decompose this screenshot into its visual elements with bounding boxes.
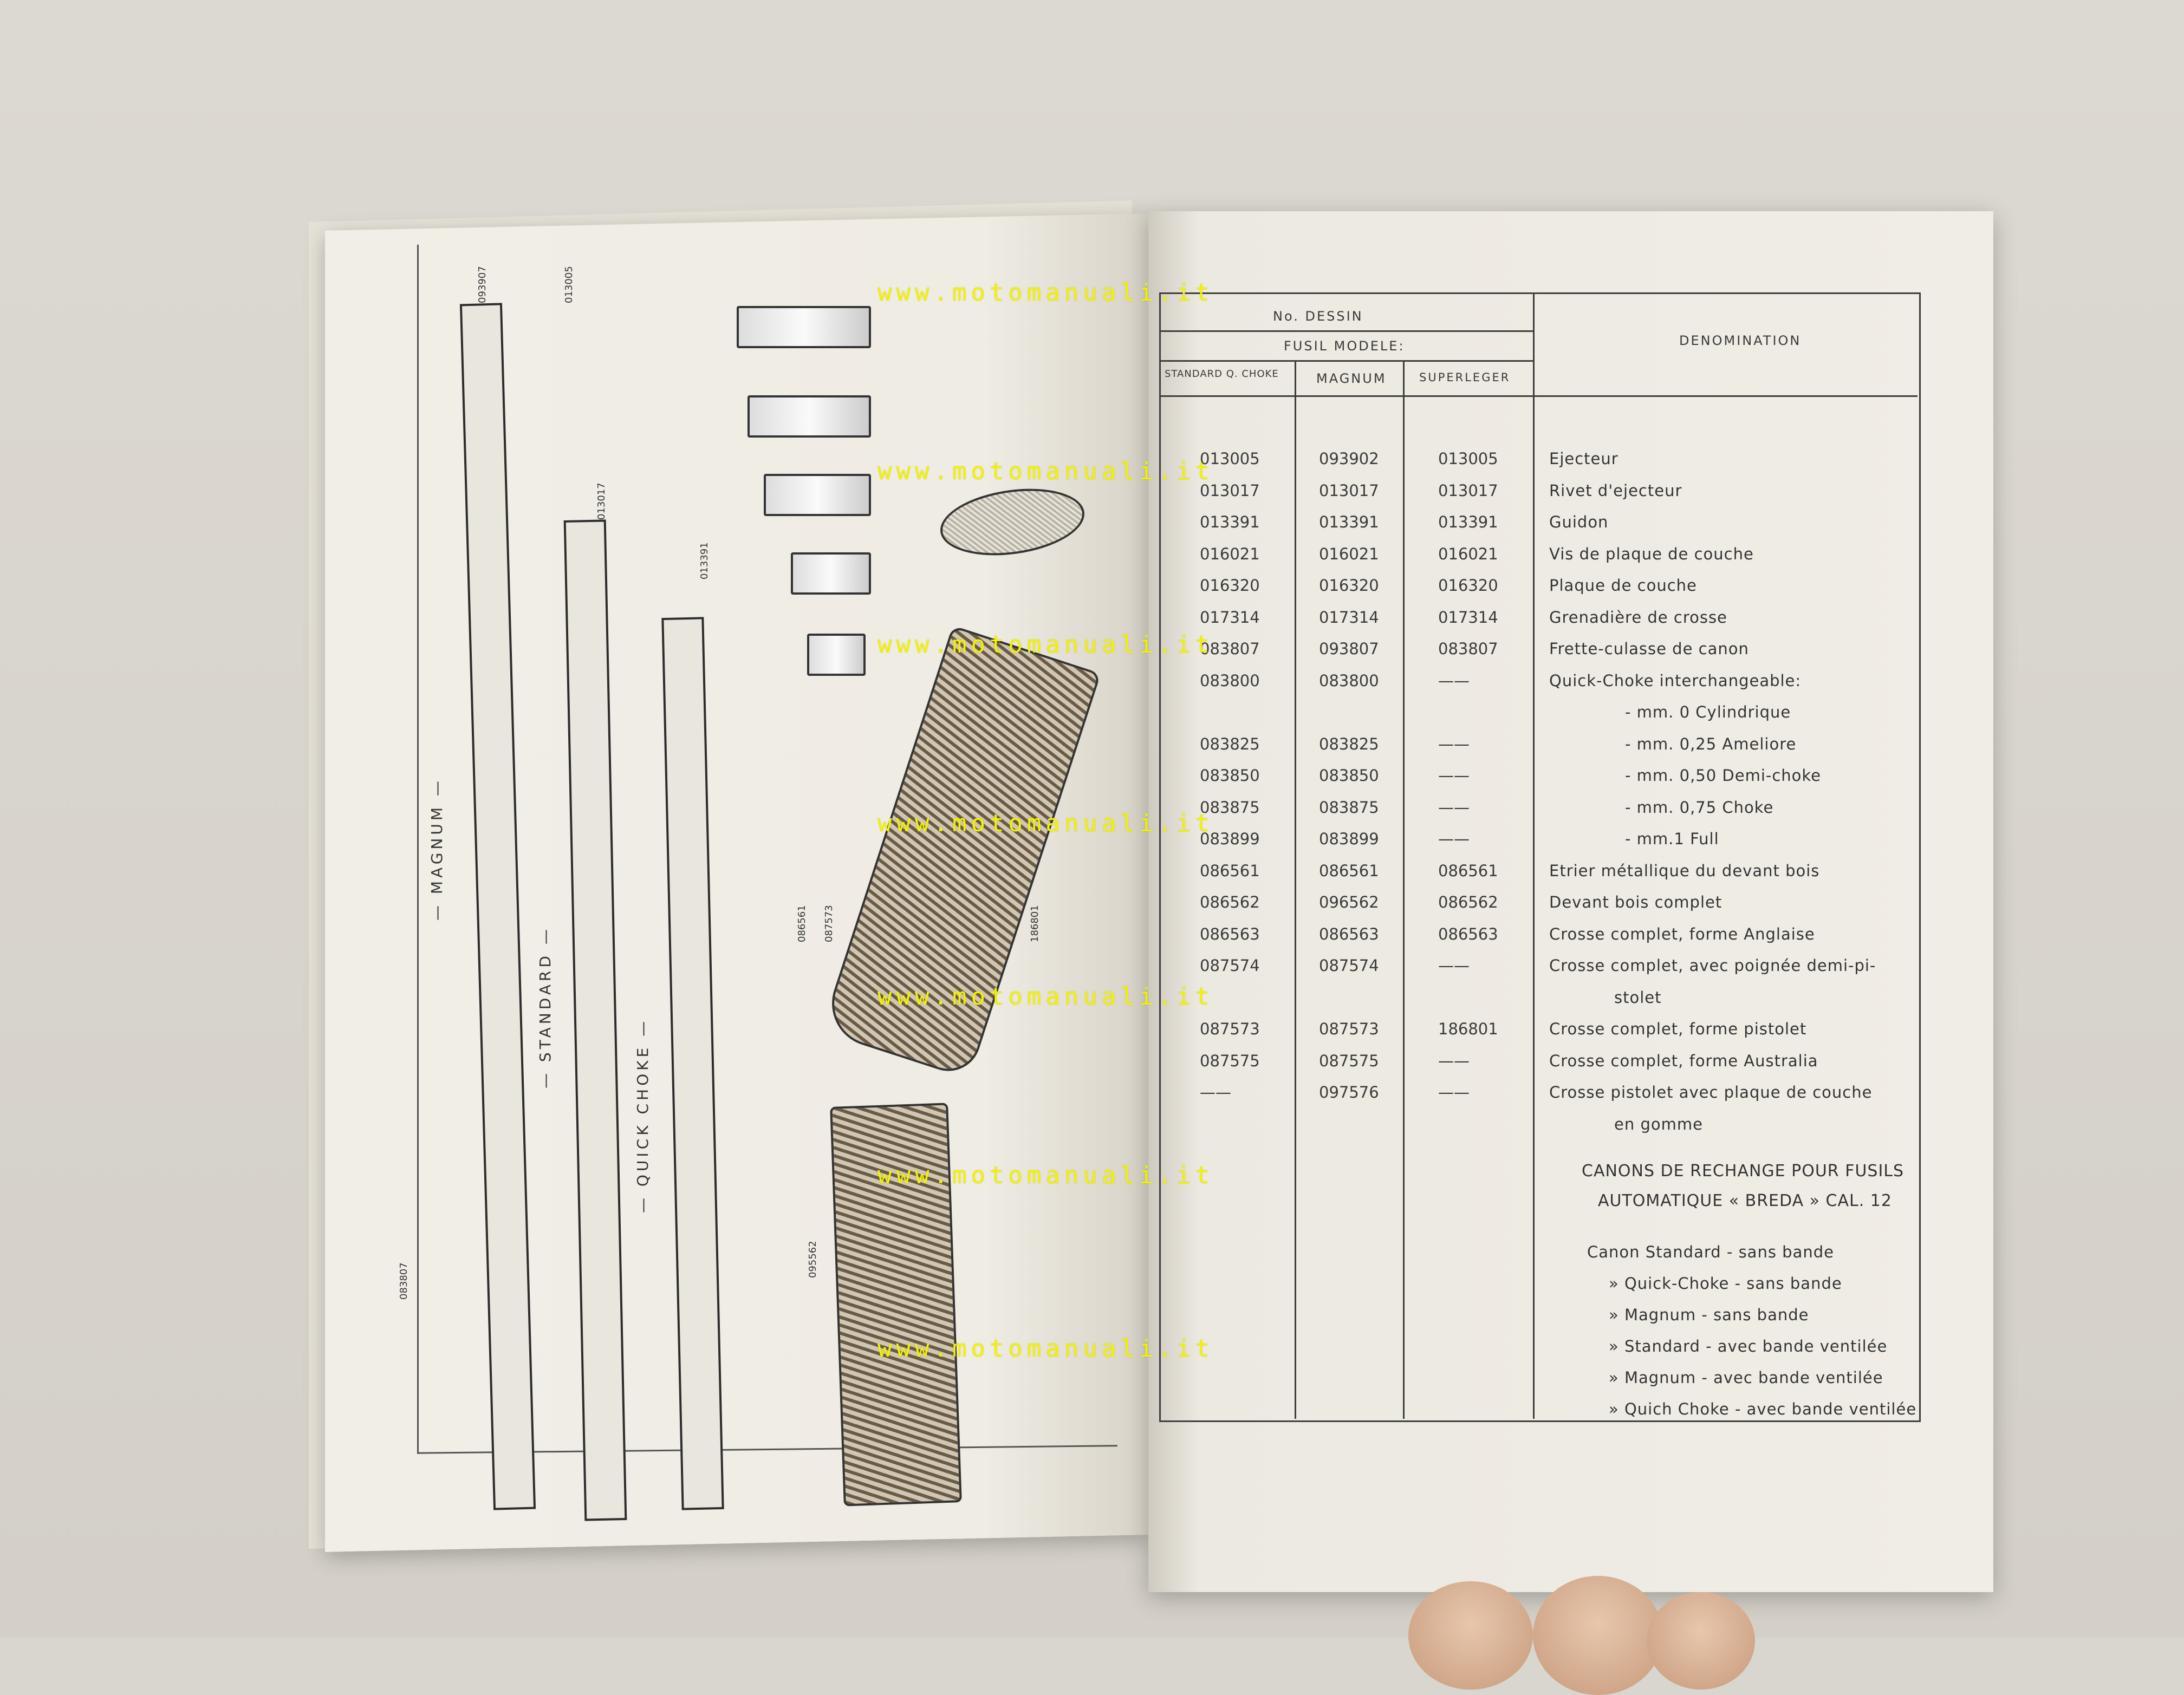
- cell-superleger: ——: [1438, 1083, 1470, 1101]
- column-divider: [1403, 360, 1405, 1419]
- choke-tube-5: [807, 634, 866, 676]
- cell-superleger: ——: [1438, 671, 1470, 690]
- cell-standard: 087574: [1200, 956, 1260, 975]
- cell-denomination: Plaque de couche: [1549, 576, 1697, 595]
- finger: [1533, 1576, 1663, 1695]
- cell-denomination: - mm.1 Full: [1625, 830, 1719, 848]
- cell-standard: 013017: [1200, 481, 1260, 500]
- cell-magnum: 013017: [1319, 481, 1379, 500]
- cell-denomination: Vis de plaque de couche: [1549, 544, 1754, 563]
- cell-magnum: 087575: [1319, 1051, 1379, 1070]
- cell-standard: 086561: [1200, 861, 1260, 880]
- watermark: www.motomanuali.it: [877, 983, 1214, 1011]
- cell-magnum: 096562: [1319, 893, 1379, 911]
- label-magnum: — MAGNUM —: [428, 778, 446, 921]
- cell-superleger: 086563: [1438, 924, 1498, 943]
- cell-denomination: - mm. 0,25 Ameliore: [1625, 734, 1797, 753]
- spare-title-1: CANONS DE RECHANGE POUR FUSILS: [1582, 1162, 1904, 1181]
- part-number: 013017: [596, 483, 607, 520]
- choke-tube-1: [737, 306, 871, 348]
- cell-denomination: Frette-culasse de canon: [1549, 640, 1749, 658]
- cell-standard: 086562: [1200, 893, 1260, 911]
- cell-denomination: - mm. 0 Cylindrique: [1625, 703, 1791, 721]
- watermark: www.motomanuali.it: [877, 458, 1214, 485]
- column-divider: [1295, 360, 1296, 1419]
- cell-magnum: 093807: [1319, 640, 1379, 658]
- spare-barrel-line: » Magnum - avec bande ventilée: [1609, 1368, 1883, 1387]
- cell-denomination: Crosse complet, forme Australia: [1549, 1051, 1818, 1070]
- cell-denomination: Crosse pistolet avec plaque de couche: [1549, 1083, 1873, 1101]
- cell-denomination: Devant bois complet: [1549, 893, 1722, 911]
- cell-standard: 087575: [1200, 1051, 1260, 1070]
- cell-standard: 083875: [1200, 798, 1260, 817]
- header-divider: [1159, 360, 1533, 362]
- cell-denomination: Ejecteur: [1549, 449, 1618, 468]
- cell-standard: 013391: [1200, 513, 1260, 531]
- cell-denomination: Etrier métallique du devant bois: [1549, 861, 1820, 880]
- part-number: 086561: [796, 905, 808, 942]
- part-number: 013391: [699, 542, 710, 579]
- cell-standard: 013005: [1200, 449, 1260, 468]
- cell-standard: 083850: [1200, 766, 1260, 785]
- spare-barrel-line: » Quick-Choke - sans bande: [1609, 1274, 1842, 1293]
- spare-title-2: AUTOMATIQUE « BREDA » CAL. 12: [1598, 1191, 1892, 1210]
- choke-tube-2: [748, 395, 871, 438]
- header-divider: [1159, 395, 1917, 397]
- watermark: www.motomanuali.it: [877, 1335, 1214, 1362]
- column-divider: [1533, 292, 1535, 1419]
- watermark: www.motomanuali.it: [877, 631, 1214, 659]
- choke-tube-3: [764, 474, 871, 516]
- cell-superleger: ——: [1438, 1051, 1470, 1070]
- header-denomination: DENOMINATION: [1679, 333, 1802, 348]
- finger: [1647, 1592, 1755, 1690]
- part-number: 083807: [398, 1262, 410, 1300]
- spare-barrel-line: » Magnum - sans bande: [1609, 1306, 1809, 1324]
- cell-standard: 086563: [1200, 924, 1260, 943]
- cell-superleger: 016320: [1438, 576, 1498, 595]
- cell-standard: 083899: [1200, 830, 1260, 848]
- header-dessin: No. DESSIN: [1273, 309, 1363, 324]
- finger: [1408, 1581, 1533, 1690]
- cell-denomination: Crosse complet, avec poignée demi-pi-: [1549, 956, 1876, 975]
- cell-standard: 083800: [1200, 671, 1260, 690]
- spare-barrel-line: » Quich Choke - avec bande ventilée: [1609, 1400, 1917, 1418]
- label-quick-choke: — QUICK CHOKE —: [634, 1018, 652, 1213]
- cell-superleger: 016021: [1438, 544, 1498, 563]
- cell-superleger: 013391: [1438, 513, 1498, 531]
- cell-superleger: ——: [1438, 956, 1470, 975]
- cell-magnum: 087574: [1319, 956, 1379, 975]
- cell-magnum: 083825: [1319, 734, 1379, 753]
- cell-denomination: Quick-Choke interchangeable:: [1549, 671, 1802, 690]
- cell-superleger: 086562: [1438, 893, 1498, 911]
- cell-magnum: 093902: [1319, 449, 1379, 468]
- cell-superleger: 083807: [1438, 640, 1498, 658]
- cell-magnum: 013391: [1319, 513, 1379, 531]
- watermark: www.motomanuali.it: [877, 279, 1214, 307]
- cell-denomination: Grenadière de crosse: [1549, 608, 1727, 627]
- header-divider: [1159, 330, 1533, 332]
- cell-magnum: 017314: [1319, 608, 1379, 627]
- cell-denomination: Crosse complet, forme Anglaise: [1549, 924, 1815, 943]
- cell-superleger: 086561: [1438, 861, 1498, 880]
- cell-magnum: 016021: [1319, 544, 1379, 563]
- cell-magnum: 086561: [1319, 861, 1379, 880]
- part-number: 095562: [807, 1241, 818, 1278]
- cell-superleger: ——: [1438, 798, 1470, 817]
- cell-superleger: ——: [1438, 830, 1470, 848]
- cell-denomination: - mm. 0,50 Demi-choke: [1625, 766, 1822, 785]
- cell-standard: ——: [1200, 1083, 1231, 1101]
- cell-standard: 083825: [1200, 734, 1260, 753]
- cell-superleger: 186801: [1438, 1020, 1498, 1038]
- label-standard: — STANDARD —: [536, 926, 554, 1088]
- cell-superleger: 013017: [1438, 481, 1498, 500]
- cell-magnum: 087573: [1319, 1020, 1379, 1038]
- cell-denomination: en gomme: [1614, 1114, 1703, 1133]
- cell-magnum: 083850: [1319, 766, 1379, 785]
- cell-denomination: Crosse complet, forme pistolet: [1549, 1020, 1807, 1038]
- part-number: 087573: [823, 905, 835, 942]
- cell-denomination: Guidon: [1549, 513, 1609, 531]
- part-number: 013005: [563, 266, 575, 303]
- cell-magnum: 083875: [1319, 798, 1379, 817]
- header-magnum: MAGNUM: [1316, 371, 1387, 386]
- header-standard: STANDARD Q. CHOKE: [1165, 368, 1279, 380]
- cell-denomination: stolet: [1614, 988, 1662, 1007]
- cell-superleger: ——: [1438, 766, 1470, 785]
- watermark: www.motomanuali.it: [877, 1162, 1214, 1189]
- cell-denomination: - mm. 0,75 Choke: [1625, 798, 1774, 817]
- header-fusil: FUSIL MODELE:: [1284, 338, 1405, 354]
- spare-barrel-line: » Standard - avec bande ventilée: [1609, 1337, 1888, 1355]
- cell-standard: 017314: [1200, 608, 1260, 627]
- cell-superleger: ——: [1438, 734, 1470, 753]
- cell-superleger: 017314: [1438, 608, 1498, 627]
- header-superleger: SUPERLEGER: [1419, 371, 1511, 384]
- cell-magnum: 097576: [1319, 1083, 1379, 1101]
- watermark: www.motomanuali.it: [877, 810, 1214, 837]
- cell-magnum: 086563: [1319, 924, 1379, 943]
- cell-superleger: 013005: [1438, 449, 1498, 468]
- spare-barrel-line: Canon Standard - sans bande: [1587, 1243, 1834, 1261]
- cell-magnum: 083800: [1319, 671, 1379, 690]
- part-number: 093907: [477, 266, 488, 303]
- cell-standard: 083807: [1200, 640, 1260, 658]
- cell-standard: 016320: [1200, 576, 1260, 595]
- cell-magnum: 083899: [1319, 830, 1379, 848]
- cell-denomination: Rivet d'ejecteur: [1549, 481, 1682, 500]
- cell-standard: 016021: [1200, 544, 1260, 563]
- cell-magnum: 016320: [1319, 576, 1379, 595]
- part-number: 186801: [1029, 905, 1041, 942]
- cell-standard: 087573: [1200, 1020, 1260, 1038]
- choke-tube-4: [791, 552, 871, 595]
